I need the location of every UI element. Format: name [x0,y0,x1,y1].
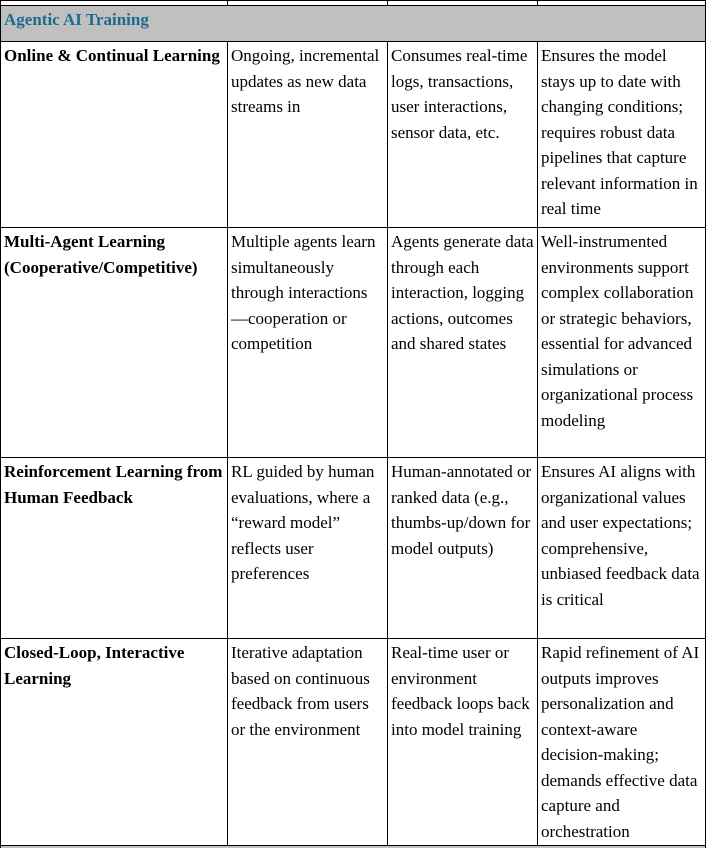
cell-training-type: Reinforcement Learning from Human Feedback [1,458,228,639]
section-title: Agentic AI Training [1,6,706,42]
section-header-row [1,6,706,42]
cell-data-consumed: Agents generate data through each interaction, logging actions, outcomes and shared states [388,228,538,458]
cell-training-type: Multi-Agent Learning (Cooperative/Competitive) [1,228,228,458]
cell-implications: Well-instrumented environments support complex collaboration or strategic behaviors, essential for advanced simulations or organizational process modeling [538,228,706,458]
table-row [1,42,706,228]
cell-description: Ongoing, incremental updates as new data streams in [228,42,388,228]
cell-description: RL guided by human evaluations, where a “reward model” reflects user preferences [228,458,388,639]
cell-data-consumed: Consumes real-time logs, transactions, user interactions, sensor data, etc. [388,42,538,228]
cell-implications: Rapid refinement of AI outputs improves personalization and context-aware decision-making; demands effective data capture and orchestration [538,639,706,846]
cell-implications: Ensures the model stays up to date with changing conditions; requires robust data pipelines that capture relevant information in real time [538,42,706,228]
cell-training-type: Closed-Loop, Interactive Learning [1,639,228,846]
cell-data-consumed: Human-annotated or ranked data (e.g., thumbs-up/down for model outputs) [388,458,538,639]
table-row [1,458,706,639]
cell-training-type: Online & Continual Learning [1,42,228,228]
table-row [1,639,706,846]
cell-description: Multiple agents learn simultaneously through interactions—⁠cooperation or competition [228,228,388,458]
cell-description: Iterative adaptation based on continuous feedback from users or the environment [228,639,388,846]
cell-implications: Ensures AI aligns with organizational values and user expectations; comprehensive, unbiased feedback data is critical [538,458,706,639]
table-row [1,228,706,458]
cell-data-consumed: Real-time user or environment feedback loops back into model training [388,639,538,846]
